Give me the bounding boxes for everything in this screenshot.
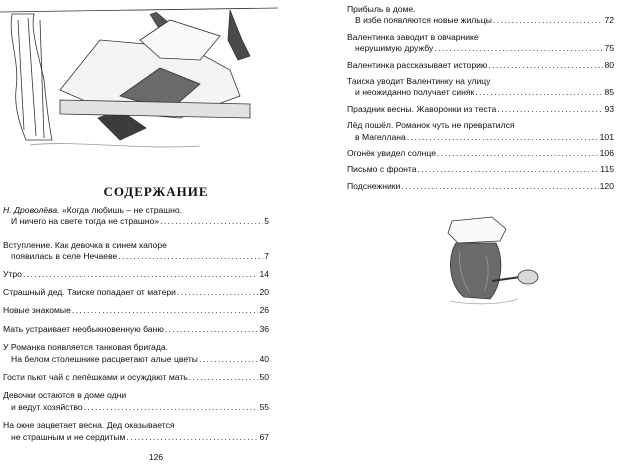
dot-leader [199, 354, 258, 365]
dot-leader [497, 104, 603, 115]
dot-leader [488, 60, 603, 71]
dot-leader [434, 43, 603, 54]
toc-entry[interactable] [347, 60, 614, 71]
entry-title: Праздник весны. Жаворонки из теста [347, 103, 497, 114]
toc-entry[interactable] [347, 76, 614, 99]
entry-page: 50 [259, 372, 269, 383]
toc-entry[interactable] [347, 120, 614, 143]
dot-leader [126, 432, 258, 443]
entry-title: в Магеллана [355, 131, 406, 142]
entry-title: Валентинка рассказывает историю [347, 59, 488, 70]
entry-title: Страшный дед. Таиске попадает от матери [3, 287, 176, 298]
toc-entry[interactable] [347, 4, 614, 27]
toc-entry[interactable] [3, 305, 269, 316]
dot-leader [23, 269, 258, 280]
entry-page: 14 [259, 268, 269, 279]
entry-page: 20 [259, 287, 269, 298]
entry-page: 36 [259, 323, 269, 334]
toc-entry[interactable] [3, 324, 269, 335]
dot-leader [84, 402, 259, 413]
dot-leader [418, 164, 600, 175]
entry-page: 67 [259, 431, 269, 442]
entry-title: не страшным и не сердитым [11, 431, 126, 442]
entry-title: Девочки остаются в доме одни [3, 390, 127, 401]
dot-leader [493, 15, 604, 26]
entry-title: Лёд пошёл. Романок чуть не превратился [347, 120, 515, 131]
entry-title: Валентинка заводит в овчарнике [347, 31, 479, 42]
toc-entry[interactable] [347, 164, 614, 175]
dot-leader [407, 132, 599, 143]
toc-entry[interactable] [3, 205, 269, 228]
entry-page: 80 [604, 59, 614, 70]
entry-page: 106 [599, 148, 614, 159]
entry-title: И ничего на свете тогда не страшно» [11, 216, 160, 227]
entry-title: У Романка появляется танковая бригада. [3, 342, 169, 353]
toc-entry[interactable] [347, 104, 614, 115]
entry-page: 7 [264, 251, 269, 262]
toc-entry[interactable] [347, 181, 614, 192]
entry-title: На окне зацветает весна. Дед оказывается [3, 420, 175, 431]
entry-title: Вступление. Как девочка в синем капоре [3, 239, 167, 250]
toc-entry[interactable] [3, 342, 269, 365]
stove-bench-illustration [0, 0, 278, 165]
entry-page: 75 [604, 43, 614, 54]
toc-entry[interactable] [347, 32, 614, 55]
toc-entry[interactable] [347, 148, 614, 159]
dot-leader [437, 148, 599, 159]
entry-title: нерушимую дружбу [355, 43, 434, 54]
entry-title: Утро [3, 268, 22, 279]
entry-title: Огонёк увидел солнце [347, 148, 437, 159]
toc-entry[interactable] [3, 390, 269, 413]
entry-page: 40 [259, 353, 269, 364]
entry-title: Новые знакомые [3, 305, 71, 316]
entry-title: На белом столешнике расцветают алые цветы [11, 353, 198, 364]
toc-entry[interactable] [3, 269, 269, 280]
entry-title: и ведут хозяйство [11, 401, 83, 412]
entry-page: 55 [259, 401, 269, 412]
entry-title: В избе появляются новые жильцы [355, 15, 492, 26]
dot-leader [160, 216, 263, 227]
toc-left [3, 205, 269, 443]
contents-heading: СОДЕРЖАНИЕ [103, 184, 209, 199]
entry-page: 26 [259, 305, 269, 316]
dot-leader [165, 324, 259, 335]
dot-leader [475, 87, 603, 98]
dot-leader [401, 181, 598, 192]
toc-entry[interactable] [3, 372, 269, 383]
dot-leader [118, 251, 263, 262]
page-number: 126 [148, 452, 164, 462]
entry-page: 120 [599, 180, 614, 191]
dot-leader [189, 372, 259, 383]
toc-entry[interactable] [3, 240, 269, 263]
entry-title: Таиска уводит Валентинку на улицу [347, 76, 491, 87]
entry-title: Прибыль в доме. [347, 4, 416, 14]
entry-title: Мать устраивает необыкновенную баню [3, 323, 164, 334]
toc-right [347, 4, 614, 192]
entry-page: 101 [599, 131, 614, 142]
entry-page: 72 [604, 15, 614, 26]
author-name: Н. Дроволёва. [3, 205, 60, 215]
clay-pot-with-spoon-illustration [440, 215, 542, 307]
entry-title: и неожиданно получает синяк [355, 87, 475, 98]
entry-page: 5 [264, 216, 269, 227]
toc-entry[interactable] [3, 287, 269, 298]
entry-page: 93 [604, 103, 614, 114]
entry-title: Письмо с фронта [347, 164, 417, 175]
dot-leader [72, 305, 259, 316]
entry-title: Подснежники [347, 180, 401, 191]
entry-title: появилась в селе Нечаеве [11, 251, 118, 262]
dot-leader [177, 287, 258, 298]
toc-entry[interactable] [3, 420, 269, 443]
entry-page: 115 [600, 164, 614, 175]
entry-page: 85 [604, 87, 614, 98]
entry-title: Гости пьют чай с лепёшками и осуждают мать [3, 372, 188, 383]
entry-title: «Когда любишь – не страшно. [59, 205, 183, 215]
